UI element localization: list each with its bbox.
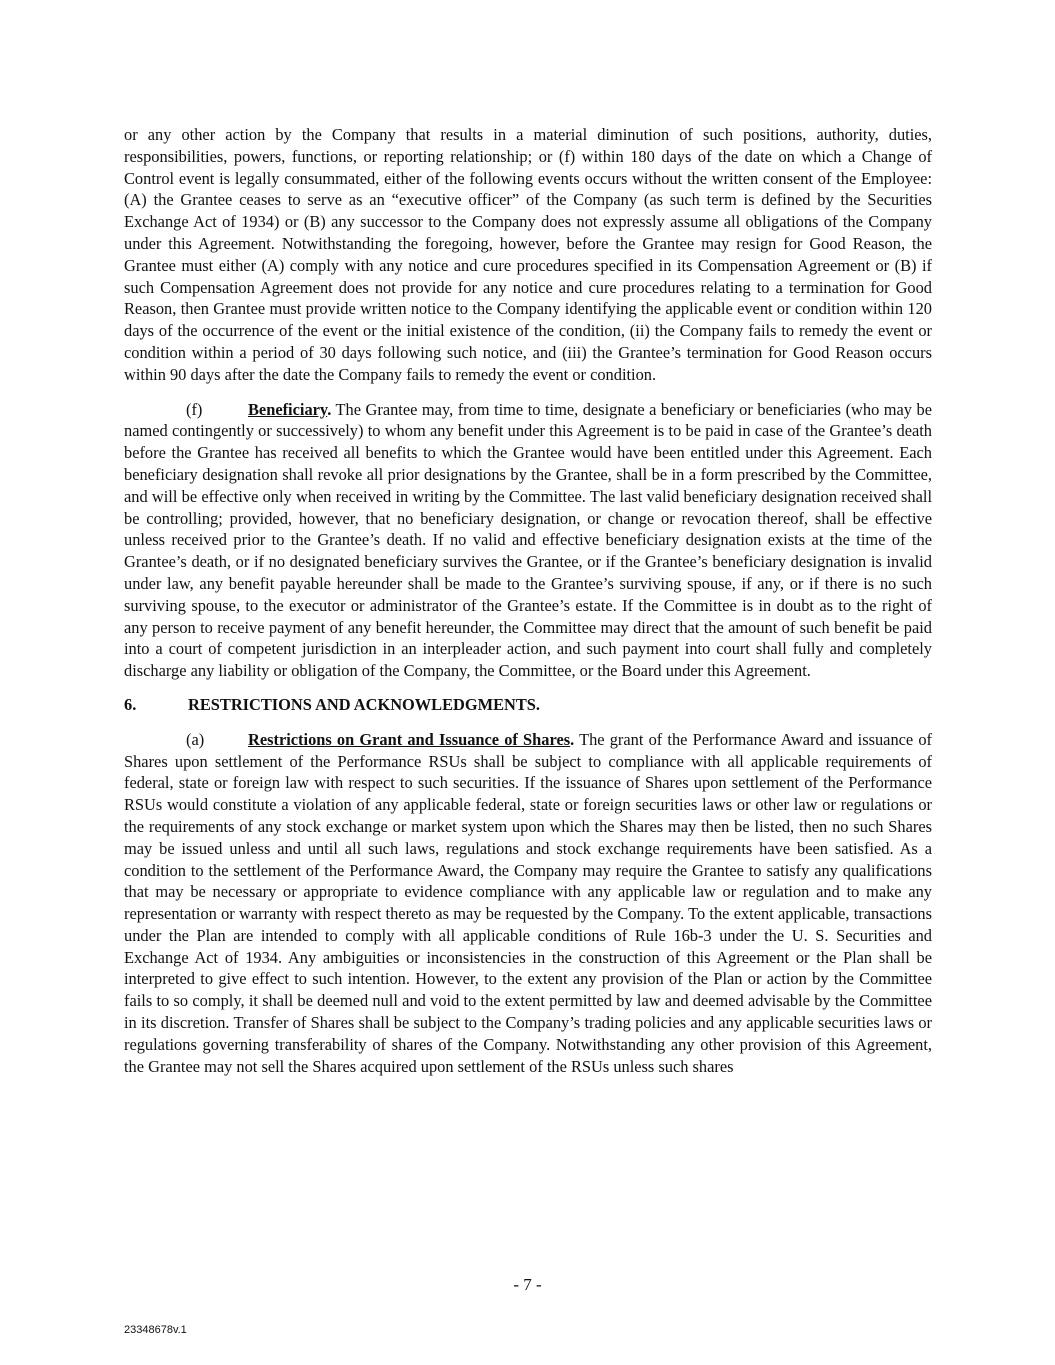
beneficiary-marker: (f) — [186, 399, 203, 419]
page-number: - 7 - — [513, 1275, 542, 1294]
restrictions-heading-punct: . — [570, 729, 575, 749]
document-id: 23348678v.1 — [124, 1324, 187, 1336]
beneficiary-heading: Beneficiary — [248, 399, 328, 419]
section-6-heading — [124, 694, 932, 716]
section-6-title: RESTRICTIONS AND ACKNOWLEDGMENTS. — [188, 694, 541, 714]
document-page — [124, 124, 932, 1077]
restrictions-body: The grant of the Performance Award and issuance of Shares upon settlement of the Performance RSUs shall be subject to compliance with all applicable requirements of federal, state or foreign law with respect to such securities. If the issuance of Shares upon settlement of the Performance RSUs would constitute a violation of any applicable federal, state or foreign securities laws or other law or regulations or the requirements of any stock exchange or market system upon which the Shares may then be listed, then no such Shares may be issued unless and until all such laws, regulations and stock exchange requirements have been satisfied. As a condition to the settlement of the Performance Award, the Company may require the Grantee to satisfy any qualifications that may be necessary or appropriate to evidence compliance with any applicable law or regulation and to make any representation or warranty with respect thereto as may be requested by the Company. To the extent applicable, transactions under the Plan are intended to comply with all applicable conditions of Rule 16b-3 under the U. S. Securities and Exchange Act of 1934. Any ambiguities or inconsistencies in the construction of this Agreement or the Plan shall be interpreted to give effect to such intention. However, to the extent any provision of the Plan or action by the Committee fails to so comply, it shall be deemed null and void to the extent permitted by law and deemed advisable by the Committee in its discretion. Transfer of Shares shall be subject to the Company’s trading policies and any applicable securities laws or regulations governing transferability of shares of the Company. Notwithstanding any other provision of this Agreement, the Grantee may not sell the Shares acquired upon settlement of the RSUs unless such shares — [124, 729, 933, 1076]
beneficiary-paragraph — [124, 399, 932, 682]
section-6-number: 6. — [124, 694, 137, 714]
good-reason-continuation-paragraph: or any other action by the Company that results in a material diminution of such positions, authority, duties, responsibilities, powers, functions, or reporting relationship; or (f) within 180 days of the date on which a Change of Control event is legally consummated, either of the following events occurs without the written consent of the Employee: (A) the Grantee ceases to serve as an “executive officer” of the Company (as such term is defined by the Securities Exchange Act of 1934) or (B) any successor to the Company does not expressly assume all obligations of the Company under this Agreement. Notwithstanding the foregoing, however, before the Grantee may resign for Good Reason, the Grantee must either (A) comply with any notice and cure procedures specified in its Compensation Agreement or (B) if such Compensation Agreement does not provide for any notice and cure procedures relating to a termination for Good Reason, then Grantee must provide written notice to the Company identifying the applicable event or condition within 120 days of the occurrence of the event or the initial existence of the condition, (ii) the Company fails to remedy the event or condition within a period of 30 days following such notice, and (iii) the Grantee’s termination for Good Reason occurs within 90 days after the date the Company fails to remedy the event or condition. — [124, 125, 932, 384]
restrictions-heading: Restrictions on Grant and Issuance of Shares — [248, 729, 571, 749]
restrictions-marker: (a) — [186, 729, 205, 749]
beneficiary-heading-punct: . — [327, 399, 332, 419]
restrictions-paragraph — [124, 729, 932, 1078]
beneficiary-body: The Grantee may, from time to time, designate a beneficiary or beneficiaries (who may be named contingently or successively) to whom any benefit under this Agreement is to be paid in case of the Grantee’s death before the Grantee has received all benefits to which the Grantee would have been entitled under this Agreement. Each beneficiary designation shall revoke all prior designations by the Grantee, shall be in a form prescribed by the Committee, and will be effective only when received in writing by the Committee. The last valid beneficiary designation received shall be controlling; provided, however, that no beneficiary designation, or change or revocation thereof, shall be effective unless received prior to the Grantee’s death. If no valid and effective beneficiary designation exists at the time of the Grantee’s death, or if no designated beneficiary survives the Grantee, or if the Grantee’s beneficiary designation is invalid under law, any benefit payable hereunder shall be made to the Grantee’s surviving spouse, if any, or if there is no such surviving spouse, to the executor or administrator of the Grantee’s estate. If the Committee is in doubt as to the right of any person to receive payment of any benefit hereunder, the Committee may direct that the amount of such benefit be paid into a court of competent jurisdiction in an interpleader action, and such payment into court shall fully and completely discharge any liability or obligation of the Company, the Committee, or the Board under this Agreement. — [124, 399, 932, 681]
